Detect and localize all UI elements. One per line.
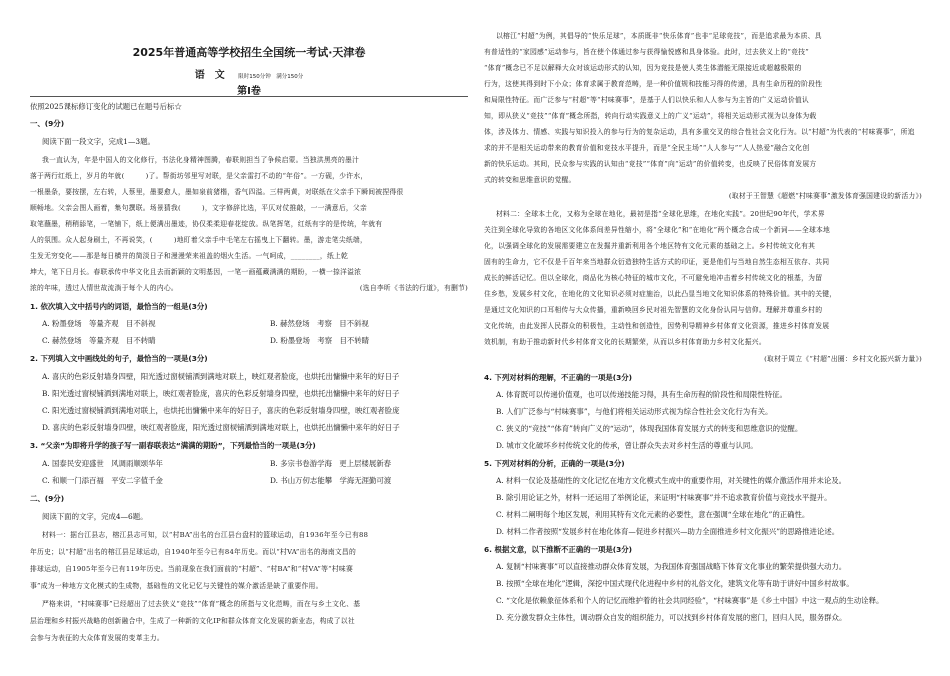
question-5: 5. 下列对材料的分析，正确的一项是(3分) [484, 459, 625, 468]
material-1-cont-line: 有普适性的“家园感”运动参与，旨在使个体通过参与获得愉悦感和具身体验。此时，过去狭义上的“竞技” [484, 48, 809, 56]
material-2-line: 化，以强调全球化的发展需要建立在发掘并重新利用各个地区特有文化元素的基础之上。乡村传统文化有其 [484, 242, 816, 250]
material-1-line: 层治理和乡村振兴战略的创新融合中，生成了一种新的文化IP和群众体育文化发展的新业态，构成了以社 [30, 617, 355, 625]
passage-source: (选自李昕《书法的行道》，有删节) [359, 284, 468, 292]
q5-option-d[interactable]: D. 材料二作者按照“发展乡村在地化体育—促进乡村振兴—助力全面推进乡村文化振兴”的思路推进论述。 [496, 527, 840, 536]
passage-line: 坤大，笔下日月长。春联承传中华文化且去而新颖的文明基因，一笔一画蕴藏满满的期盼，一横一捺洋溢浓 [30, 268, 362, 276]
q4-option-a[interactable]: A. 体育既可以传递价值观，也可以传递技能习得，具有生命历程的阶段性和局限性特征。 [496, 390, 787, 399]
section-1-intro: 阅读下面一段文字，完成1—3题。 [42, 137, 155, 146]
q5-option-b[interactable]: B. 除引用论证之外，材料一还运用了举例论证，来证明“村味赛事”并不追求教育价值与竞技水平提升。 [496, 493, 832, 502]
q1-option-a[interactable]: A. 粉墨登场 等量齐观 目不斜视 [42, 319, 156, 328]
q3-option-a[interactable]: A. 国泰民安迎盛世 风调雨顺颂华年 [42, 459, 163, 468]
q6-option-a[interactable]: A. 复制“村味赛事”可以直接推动群众体育发展，为我国体育强国战略下体育文化事业的繁荣提供强大动力。 [496, 562, 847, 571]
passage-line: 落于两行红纸上，岁月的年就( )了。帮街坊邻里写对联，是父亲雷打不动的“年俗”。一方砚，少许水， [30, 172, 368, 180]
q1-option-c[interactable]: C. 赫然登场 等量齐观 目不转睛 [42, 336, 156, 345]
q4-option-d[interactable]: D. 城市文化破坏乡村传统文化的传承，曾让群众失去对乡村生活的尊重与认同。 [496, 441, 758, 450]
question-1: 1. 依次填入文中括号内的词语，最恰当的一组是(3分) [30, 302, 208, 311]
material-1-source: (取材于王智慧《超燃“村味赛事”激发体育强国建设的新活力》) [728, 192, 922, 200]
section-2-heading: 二、(9分) [30, 494, 65, 503]
passage-line: 我一直认为，年是中国人的文化修行，书法化身精神图腾，春联则担当了争候启蒙。当独洪黑亮的墨汁 [42, 156, 360, 164]
material-2-line: 效机制，有助于推动新时代乡村体育文化的长期繁荣，从而以乡村体育助力乡村文化振兴。 [484, 338, 766, 346]
material-1-cont-line: 行为，这使其得到时下小众；体育求属于教育范畴，是一种价值规和技能习得的传递，具有生命历程的阶段性 [484, 80, 823, 88]
material-2-line: 关注到全球化导致的各地区文化体系间差异性缩小，将“全球化”和“在地化”两个概念合成一个新词——全球本地 [484, 226, 831, 234]
q3-option-d[interactable]: D. 书山万仞志能攀 学海无涯勤可渡 [270, 476, 392, 485]
q5-option-a[interactable]: A. 材料一仅论及基础性的文化记忆在地方文化模式生成中的重要作用，对关键性的媒介激活作用并未论及。 [496, 476, 847, 485]
question-6: 6. 根据文意，以下推断不正确的一项是(3分) [484, 545, 633, 554]
material-1-cont-line: 式的转变和思维意识的觉醒。 [484, 176, 576, 184]
question-2: 2. 下列填入文中画线处的句子，最恰当的一项是(3分) [30, 354, 208, 363]
material-2-line: 文化传统，由此发挥人民群众的积极性，主动性和创造性，因势利导精神乡村体育文化资源，推进乡村体育发展 [484, 322, 830, 330]
q1-option-d[interactable]: D. 粉墨登场 考察 目不转睛 [270, 336, 370, 345]
material-1-cont-line: 新的快乐运动。其间，民众参与实践的认知由“竞技”“体育”向“运动”的价值转变，也反映了民俗体育发展方 [484, 160, 817, 168]
material-1-line: 年历史；以“村超”出名的榕江县足球运动，自1940年至今已有84年历史。而以“村VA”出名的海南文昌的 [30, 548, 357, 556]
material-2-source: (取材于周立《“村超”出圈：乡村文化振兴新力量》) [764, 355, 922, 363]
q3-option-b[interactable]: B. 多宗书卷游学海 更上层楼展新春 [270, 459, 391, 468]
header-divider [30, 96, 468, 97]
material-1-line: 材料一：据台江县志，榕江县志可知，以“村BA”出名的台江县台盘村的篮球运动，自1936年至今已有88 [42, 531, 369, 539]
q2-option-c[interactable]: C. 阳光透过窗棂铺洒到满地对联上，也烘托出慵懒中来年的好日子，喜庆的色彩反射墙身四壁，映红观者脸庞 [42, 406, 400, 415]
exam-meta: 限时150分钟 满分150分 [238, 74, 304, 80]
q6-option-c[interactable]: C. “文化是依赖象征体系和个人的记忆而维护着的社会共同经验”，“村味赛事”是《乡土中国》中这一观点的生动诠释。 [496, 596, 884, 605]
material-1-line: 排球运动，自1905年至今已有119年历史。当前现象在我们面前的“村超”、“村BA”和“村VA”等“村味赛 [30, 565, 353, 573]
material-2-line: 住乡愁，发展乡村文化，在地化的文化知识必须对症施治，以此凸显当地文化知识体系的特殊价值。其中的关键， [484, 290, 837, 298]
material-2-line: 材料二：全球本土化，又称为全球在地化，最初是指“全球化思维，在地化实践”。20世纪90年代，学术界 [496, 210, 825, 218]
material-1-cont-line: “体育”概念已不足以解释大众对该运动形式的认知，因为竞技是使人类生体潜能无限接近或超越极限的 [484, 64, 802, 72]
material-1-cont-line: 体，涉及体力、情感、实践与知识投入的参与行为的复杂运动，具有多重交叉的综合性社会文化行为。以“村超”为代表的“村味赛事”，所追 [484, 128, 915, 136]
q4-option-c[interactable]: C. 狭义的“竞技”“体育”转向广义的“运动”，体现我国体育发展方式的转变和思维意识的觉醒。 [496, 424, 803, 433]
material-1-cont-line: 求的并不是相关运动带来的教育价值和竞技水平提升，而是“全民主场”“人人参与”“人人热爱”融合文化创 [484, 144, 810, 152]
exam-title: 2025年普通高等学校招生全国统一考试·天津卷 [132, 46, 366, 59]
q6-option-b[interactable]: B. 按照“全球在地化”逻辑，深挖中国式现代化进程中乡村的礼俗文化，建筑文化等有助于讲好中国乡村故事。 [496, 579, 854, 588]
section-2-intro: 阅读下面的文字，完成4—6题。 [42, 512, 148, 521]
passage-line: 生发无穷变化——那是每日横井的简淡日子和漫漫荣来祖盖的烟火生活。一气呵成，________，纸上乾 [30, 252, 349, 260]
part-title: 第Ⅰ卷 [237, 86, 261, 97]
material-2-line: 是通过文化知识的口耳相传与大众传播，重新唤回乡民对祖先智慧的文化身份认同与信仰。理解并尊重乡村的 [484, 306, 823, 314]
passage-line: 一根墨条，要按摆，左右转，人蔡里，墨要愈人，墨如泉前猪楷，香气四溢。三样两黄，对联纸在父亲手下瞬间被捏得很 [30, 188, 404, 196]
material-1-line: 会参与为表征的大众体育发展的变革主力。 [30, 634, 164, 642]
material-1-line: 严格来讲，“村味赛事”已经超出了过去狭义“竞技”“体育”概念的所指与文化范畴，而在与乡土文化、基 [42, 600, 361, 608]
passage-line: 人的氛围。众人起身刷土，不再说笑，( )地盯着父亲手中毛笔左右摇曳上下翻转。墨，游走笔尖纸端， [30, 236, 368, 244]
q1-option-b[interactable]: B. 赫然登场 考察 目不斜视 [270, 319, 369, 328]
passage-line: 浓的年味，透过人情世故流淌于每个人的内心。 [30, 284, 178, 292]
q2-option-a[interactable]: A. 喜庆的色彩反射墙身四壁，阳光透过窗棂铺洒到满地对联上，映红观者脸庞，也烘托出慵懒中来年的好日子 [42, 372, 400, 381]
section-1-heading: 一、(9分) [30, 119, 65, 128]
q2-option-d[interactable]: D. 喜庆的色彩反射墙身四壁，映红观者脸庞，阳光透过窗棂铺洒到满地对联上，也烘托出慵懒中来年的好日子 [42, 423, 400, 432]
material-2-line: 成长的鲜活记忆。但以全球化，商品化为核心特征的城市文化，不可避免地冲击着乡村传统文化的根基，为留 [484, 274, 823, 282]
material-1-cont-line: 和局限性特征。而广泛参与“村超”等“村味赛事”，是基于人们以快乐和人人参与为主旨的广义运动价值认 [484, 96, 809, 104]
material-1-cont-line: 以榕江“村超”为例，其倡导的“快乐足球”，本质既非“快乐体育”也非“足球竞技”，而是追求最为本质、具 [496, 32, 822, 40]
material-1-cont-line: 知，即从狭义“竞技”“体育”概念所指，转向行动实践意义上的广义“运动”，将相关运动形式视为以身体为载 [484, 112, 817, 120]
subject-title [30, 66, 468, 81]
q4-option-b[interactable]: B. 人们广泛参与“村味赛事”，与他们将相关运动形式视为综合性社会文化行为有关。 [496, 407, 773, 416]
q3-option-c[interactable]: C. 和顺一门添百福 平安二字值千金 [42, 476, 163, 485]
revision-note: 依照2025课标修订变化的试题已在题号后标☆ [30, 102, 182, 111]
material-2-line: 固有的生命力，它不仅是千百年来当地群众衍造独特生活方式的印证，更是他们与当地自然生态相互依存、共同 [484, 258, 830, 266]
q6-option-d[interactable]: D. 充分激发群众主体性，调动群众自发的组织能力，可以找到乡村体育发展的密门，回归人民，服务群众。 [496, 613, 847, 622]
q5-option-c[interactable]: C. 材料二阐明每个地区发展，利用其特有文化元素的必要性，意在强调“全球在地化”的正确性。 [496, 510, 810, 519]
material-1-line: 事”成为一种地方文化模式的生成物，基础性的文化记忆与关键性的媒介激活是缺了重要作用。 [30, 582, 323, 590]
question-3: 3. “父亲”为即将升学的孩子写一副春联表达“满满的期盼”，下列最恰当的一项是(3分) [30, 441, 316, 450]
q2-option-b[interactable]: B. 阳光透过窗棂铺洒到满地对联上，映红观者脸庞，喜庆的色彩反射墙身四壁，也烘托出慵懒中来年的好日子 [42, 389, 400, 398]
passage-line: 顺畅地。父亲会图人画着，集句撰联。场景猜我( )，文字修辞比选，平仄对仗推敲，一一满意后，父亲 [30, 204, 368, 212]
subject-name: 语 文 [194, 70, 225, 81]
passage-line: 取笔蘸墨，稍稍舔笔，一笔铺下，纸上便满出墨迹，协仅柔柔迎春花绽放。纵笔挥笔，红纸有字的是传统，年就有 [30, 220, 383, 228]
question-4: 4. 下列对材料的理解，不正确的一项是(3分) [484, 373, 633, 382]
